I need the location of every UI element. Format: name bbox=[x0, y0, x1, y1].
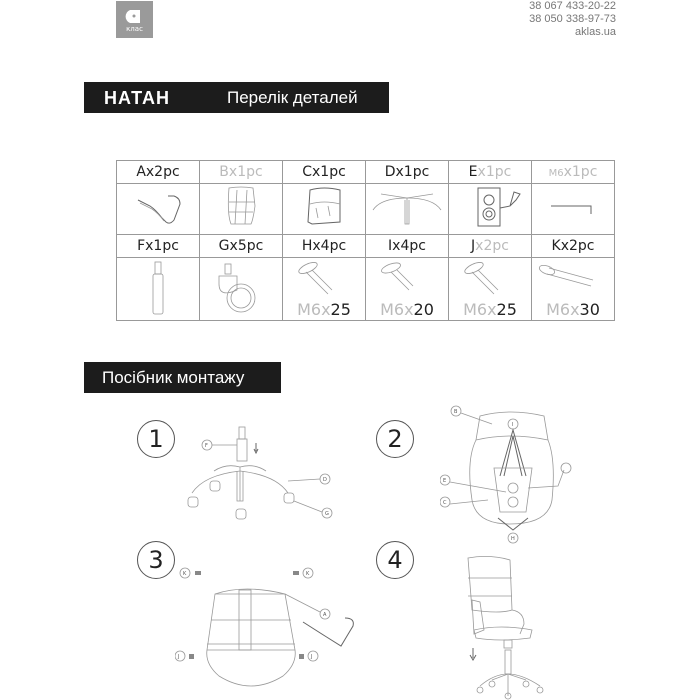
part-label-d: Dx1pc bbox=[366, 161, 449, 184]
svg-text:H: H bbox=[511, 536, 515, 542]
screw-size-label: M6x20 bbox=[380, 300, 434, 319]
parts-table bbox=[116, 160, 615, 321]
step-1-diagram bbox=[180, 415, 340, 525]
part-label-e: Ex1pc bbox=[449, 161, 532, 184]
seat-icon bbox=[284, 184, 364, 230]
svg-text:B: B bbox=[454, 409, 458, 415]
part-label-f: Fx1pc bbox=[117, 235, 200, 258]
step-2-diagram bbox=[440, 400, 590, 548]
website: aklas.ua bbox=[575, 26, 616, 38]
part-label-i: Ix4pc bbox=[366, 235, 449, 258]
brand-logo bbox=[116, 1, 153, 38]
screw-size-label: M6x30 bbox=[546, 300, 600, 319]
mechanism-icon bbox=[450, 184, 530, 230]
phone-1: 38 067 433-20-22 bbox=[529, 0, 616, 12]
svg-text:C: C bbox=[443, 500, 447, 506]
step-3-number: 3 bbox=[137, 541, 175, 579]
hex-key-icon bbox=[533, 184, 613, 230]
part-label-h: Hx4pc bbox=[283, 235, 366, 258]
part-label-g: Gx5pc bbox=[200, 235, 283, 258]
screw-size-label: M6x25 bbox=[463, 300, 517, 319]
parts-label-row-1 bbox=[117, 161, 615, 184]
logo-text: клас bbox=[126, 25, 143, 33]
part-label-m6: M6x1pc bbox=[532, 161, 615, 184]
svg-text:I: I bbox=[512, 422, 514, 428]
screw-size-label: M6x25 bbox=[297, 300, 351, 319]
svg-text:G: G bbox=[325, 511, 329, 517]
svg-text:J: J bbox=[311, 654, 313, 660]
parts-list-title: Перелік деталей bbox=[227, 88, 358, 107]
svg-text:A: A bbox=[323, 612, 327, 618]
step-3-diagram bbox=[175, 560, 365, 700]
svg-text:F: F bbox=[205, 443, 208, 449]
phone-2: 38 050 338-97-73 bbox=[529, 13, 616, 25]
part-label-c: Cx1pc bbox=[283, 161, 366, 184]
svg-text:D: D bbox=[323, 477, 327, 483]
part-label-j: Jx2pc bbox=[449, 235, 532, 258]
title-band bbox=[84, 82, 389, 113]
backrest-icon bbox=[201, 184, 281, 230]
armrest-icon bbox=[118, 184, 198, 230]
part-label-b: Bx1pc bbox=[200, 161, 283, 184]
contacts-block bbox=[529, 0, 616, 39]
assembly-band bbox=[84, 362, 281, 393]
caster-icon bbox=[201, 258, 281, 316]
star-base-icon bbox=[367, 184, 447, 230]
step-2-number: 2 bbox=[376, 420, 414, 458]
step-4-number: 4 bbox=[376, 541, 414, 579]
part-label-k: Kx2pc bbox=[532, 235, 615, 258]
svg-text:E: E bbox=[443, 478, 447, 484]
assembly-guide-title: Посібник монтажу bbox=[102, 368, 245, 387]
parts-image-row-1 bbox=[117, 184, 615, 235]
step-1-number: 1 bbox=[137, 420, 175, 458]
parts-label-row-2 bbox=[117, 235, 615, 258]
svg-text:J: J bbox=[178, 654, 180, 660]
part-label-a: Ax2pc bbox=[117, 161, 200, 184]
step-4-diagram bbox=[460, 550, 560, 700]
svg-text:K: K bbox=[183, 571, 187, 577]
parts-image-row-2 bbox=[117, 258, 615, 321]
gas-lift-icon bbox=[118, 258, 198, 316]
svg-text:K: K bbox=[306, 571, 310, 577]
product-name: НАТАН bbox=[104, 88, 170, 108]
